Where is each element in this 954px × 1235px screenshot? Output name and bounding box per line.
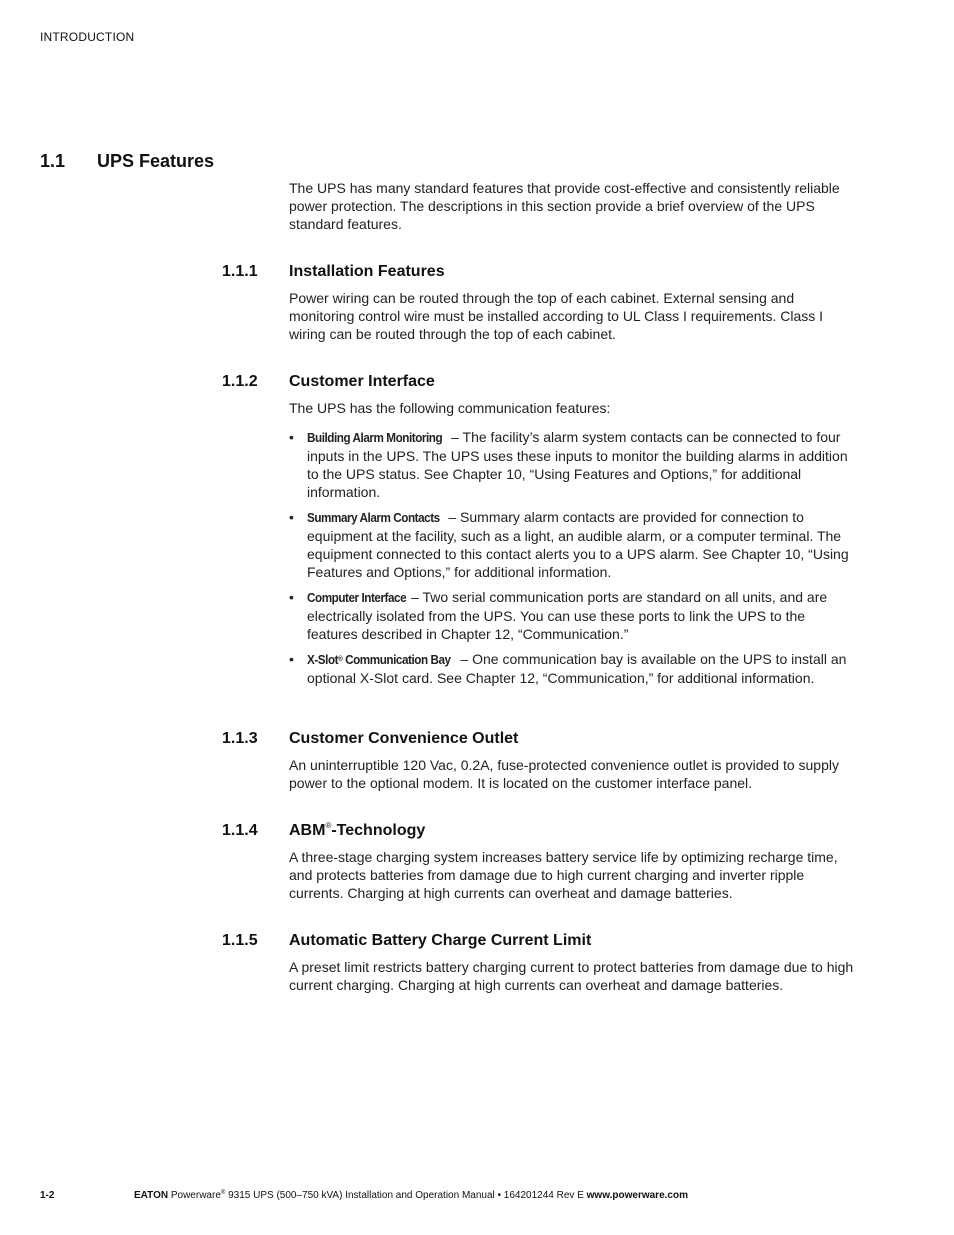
page-number: 1-2 — [40, 1190, 55, 1201]
subsection-number: 1.1.4 — [222, 822, 258, 839]
footer-manual: 9315 UPS (500–750 kVA) Installation and Operation Manual • 164201244 Rev E — [225, 1190, 587, 1201]
bullet-symbol: • — [289, 589, 294, 605]
bullet-text: – One communication bay is available on the UPS to install an optional X-Slot card. See Chapter 12, “Communication,” for additional information. — [307, 651, 847, 686]
subsection-heading-charge-limit — [222, 932, 591, 950]
list-item-xslot — [289, 650, 854, 687]
subsection-heading-customer-interface — [222, 373, 435, 391]
customer-interface-body: The UPS has the following communication features: — [289, 400, 611, 416]
bullet-text: – The facility’s alarm system contacts can be connected to four inputs in the UPS. The UPS uses these inputs to monitor the building alarms in addition to the UPS status. See Chapter 10, “Using Features and Options,” for additional information. — [307, 429, 848, 500]
footer-brand: EATON — [134, 1190, 169, 1201]
bullet-text: – Two serial communication ports are standard on all units, and are electrically isolated from the UPS. You can use these ports to link the UPS to the features described in Chapter 12, “Communication.” — [307, 589, 828, 642]
section-heading — [40, 151, 214, 172]
registered-mark: ® — [220, 1190, 226, 1196]
subsection-title: ABM — [289, 822, 326, 839]
subsection-heading-abm — [222, 822, 425, 840]
subsection-title: Customer Interface — [289, 373, 435, 390]
bullet-term: Computer Interface — [307, 590, 407, 605]
subsection-title: Automatic Battery Charge Current Limit — [289, 932, 592, 949]
footer-url: www.powerware.com — [586, 1190, 688, 1201]
running-head: INTRODUCTION — [40, 30, 135, 44]
bullet-symbol: • — [289, 509, 294, 525]
subsection-title-rest: -Technology — [331, 822, 426, 839]
bullet-symbol: • — [289, 429, 294, 445]
abm-body: A three-stage charging system increases battery service life by optimizing recharge time, and protects batteries from damage due to high current charging and inverter ripple currents. Charging at high currents can overheat and damage batteries. — [289, 849, 838, 901]
subsection-number: 1.1.5 — [222, 932, 258, 949]
list-item-building-alarm — [289, 428, 854, 501]
subsection-number: 1.1.3 — [222, 730, 258, 747]
bullet-text: – Summary alarm contacts are provided for connection to equipment at the facility, such as a light, an audible alarm, or a computer terminal. The equipment connected to this contact alerts you to a UPS alarm. See Chapter 10, “Using Features and Options,” for additional information. — [307, 509, 849, 580]
subsection-heading-outlet — [222, 730, 518, 748]
charge-limit-body: A preset limit restricts battery charging current to protect batteries from damage due to high current charging. Charging at high currents can overheat and damage batteries. — [289, 959, 854, 993]
list-item-computer-interface — [289, 588, 854, 643]
subsection-title: Installation Features — [289, 263, 445, 280]
subsection-number: 1.1.2 — [222, 373, 258, 390]
outlet-body: An uninterruptible 120 Vac, 0.2A, fuse-protected convenience outlet is provided to supply power to the optional modem. It is located on the customer interface panel. — [289, 757, 839, 791]
footer-text — [134, 1190, 688, 1201]
bullet-term: Building Alarm Monitoring — [307, 430, 443, 445]
subsection-title: Customer Convenience Outlet — [289, 730, 519, 747]
subsection-heading-installation — [222, 263, 445, 281]
bullet-symbol: • — [289, 651, 294, 667]
feature-list — [289, 428, 854, 694]
section-intro: The UPS has many standard features that provide cost-effective and consistently reliable power protection. The descriptions in this section provide a brief overview of the UPS standard features. — [289, 180, 840, 232]
registered-mark: ® — [338, 656, 343, 663]
section-number: 1.1 — [40, 151, 66, 171]
bullet-term — [307, 651, 451, 669]
subsection-number: 1.1.1 — [222, 263, 258, 280]
installation-body: Power wiring can be routed through the top of each cabinet. External sensing and monitoring control wire must be installed according to UL Class I requirements. Class I wiring can be routed through the top of each cabinet. — [289, 290, 824, 342]
footer-product: Powerware — [168, 1190, 221, 1201]
xslot-label-rest: Communication Bay — [342, 652, 451, 667]
section-title: UPS Features — [97, 151, 215, 171]
xslot-label: X-Slot — [307, 652, 339, 667]
bullet-term: Summary Alarm Contacts — [307, 510, 440, 525]
registered-mark: ® — [325, 821, 332, 830]
list-item-summary-alarm — [289, 508, 854, 581]
